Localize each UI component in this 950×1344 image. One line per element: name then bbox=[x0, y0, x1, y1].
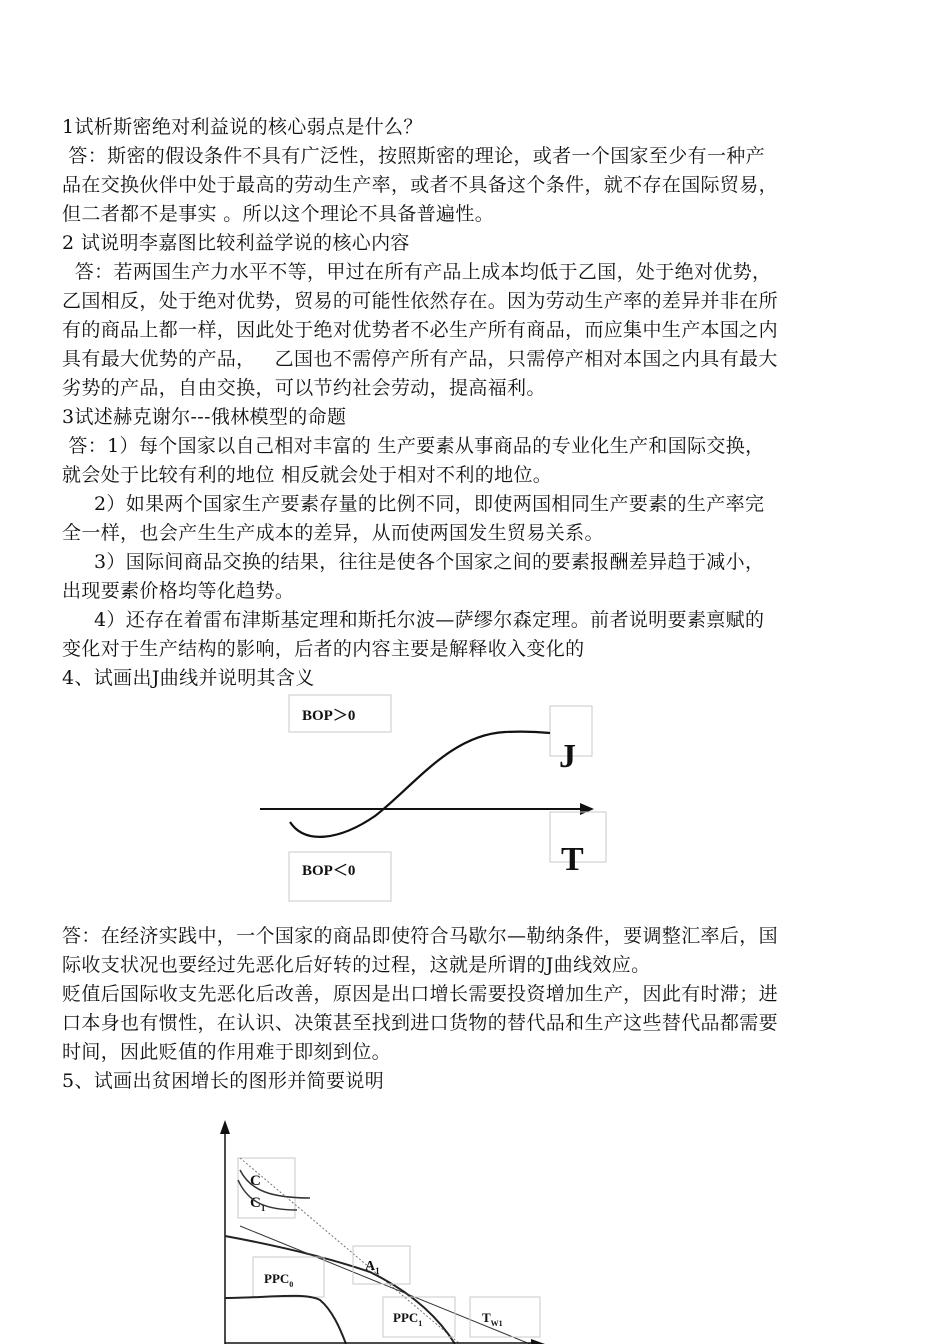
answer-3-line: 变化对于生产结构的影响，后者的内容主要是解释收入变化的 bbox=[62, 638, 585, 660]
indifference-curve-c1 bbox=[238, 1180, 297, 1210]
answer-3-line: 出现要素价格均等化趋势。 bbox=[62, 580, 295, 602]
answer-4-line: 贬值后国际收支先恶化后改善，原因是出口增长需要投资增加生产，因此有时滞；进 bbox=[62, 983, 778, 1005]
a1-label: $A_1$ bbox=[365, 1259, 380, 1276]
answer-2-line: 具有最大优势的产品， 乙国也不需停产所有产品，只需停产相对本国之内具有最大 bbox=[62, 348, 778, 370]
answer-4-line: 口本身也有惯性，在认识、决策甚至找到进口货物的替代品和生产这些替代品都需要 bbox=[62, 1012, 778, 1034]
bop-negative-label: BOP＜0 bbox=[302, 863, 356, 879]
answer-3-line: 4）还存在着雷布津斯基定理和斯托尔波—萨缪尔森定理。前者说明要素禀赋的 bbox=[62, 609, 765, 631]
answer-3-line: 3）国际间商品交换的结果，往往是使各个国家之间的要素报酬差异趋于减小， bbox=[62, 551, 765, 573]
c-label: C bbox=[250, 1173, 261, 1189]
poverty-growth-figure bbox=[200, 1110, 560, 1344]
t-label: T bbox=[561, 841, 584, 878]
y-axis-arrow-icon bbox=[220, 1120, 230, 1134]
answer-4-line: 际收支状况也要经过先恶化后好转的过程，这就是所谓的J曲线效应。 bbox=[62, 954, 651, 976]
question-2: 2 试说明李嘉图比较利益学说的核心内容 bbox=[62, 232, 410, 254]
ppc0-label: $PPC_0$ bbox=[264, 1271, 294, 1289]
answer-2-line: 劣势的产品，自由交换，可以节约社会劳动，提高福利。 bbox=[62, 377, 546, 399]
answer-2-line: 乙国相反，处于绝对优势，贸易的可能性依然存在。因为劳动生产率的差异并非在所 bbox=[62, 290, 778, 312]
question-4: 4、试画出J曲线并说明其含义 bbox=[62, 667, 315, 689]
question-3: 3试述赫克谢尔---俄林模型的命题 bbox=[62, 406, 347, 428]
tw1-label-box bbox=[470, 1297, 540, 1337]
j-curve-figure bbox=[250, 690, 620, 910]
answer-3-line: 全一样，也会产生生产成本的差异，从而使两国发生贸易关系。 bbox=[62, 522, 604, 544]
answer-4-line: 答：在经济实践中，一个国家的商品即使符合马歇尔—勒纳条件，要调整汇率后，国 bbox=[62, 925, 778, 947]
answer-1-line: 但二者都不是事实 。所以这个理论不具备普遍性。 bbox=[62, 203, 495, 225]
bop-positive-label: BOP＞0 bbox=[302, 708, 356, 724]
answer-2-line: 有的商品上都一样，因此处于绝对优势者不必生产所有商品，而应集中生产本国之内 bbox=[62, 319, 778, 341]
axis-arrow-icon bbox=[580, 803, 594, 815]
terms-of-trade-line-tw1 bbox=[240, 1158, 460, 1344]
j-curve-line bbox=[290, 732, 550, 837]
answer-2-line: 答：若两国生产力水平不等，甲过在所有产品上成本均低于乙国，处于绝对优势， bbox=[62, 261, 772, 283]
ppc0-curve bbox=[225, 1296, 346, 1344]
ppc1-label: $PPC_1$ bbox=[393, 1310, 423, 1328]
answer-3-line: 2）如果两个国家生产要素存量的比例不同，即使两国相同生产要素的生产率完 bbox=[62, 493, 765, 515]
answer-3-line: 答：1）每个国家以自己相对丰富的 生产要素从事商品的专业化生产和国际交换， bbox=[62, 435, 765, 457]
answer-1-line: 品在交换伙伴中处于最高的劳动生产率，或者不具备这个条件，就不存在国际贸易， bbox=[62, 174, 778, 196]
tw1-label: $T_{W1}$ bbox=[482, 1310, 503, 1328]
c1-label: $C_1$ bbox=[250, 1195, 266, 1213]
question-1: 1试析斯密绝对利益说的核心弱点是什么？ bbox=[62, 116, 423, 138]
answer-3-line: 就会处于比较有利的地位 相反就会处于相对不利的地位。 bbox=[62, 464, 553, 486]
j-label: J bbox=[559, 738, 576, 775]
question-5: 5、试画出贫困增长的图形并简要说明 bbox=[62, 1070, 385, 1092]
answer-1-line: 答：斯密的假设条件不具有广泛性，按照斯密的理论，或者一个国家至少有一种产 bbox=[62, 145, 765, 167]
answer-4-line: 时间，因此贬值的作用难于即刻到位。 bbox=[62, 1041, 391, 1063]
